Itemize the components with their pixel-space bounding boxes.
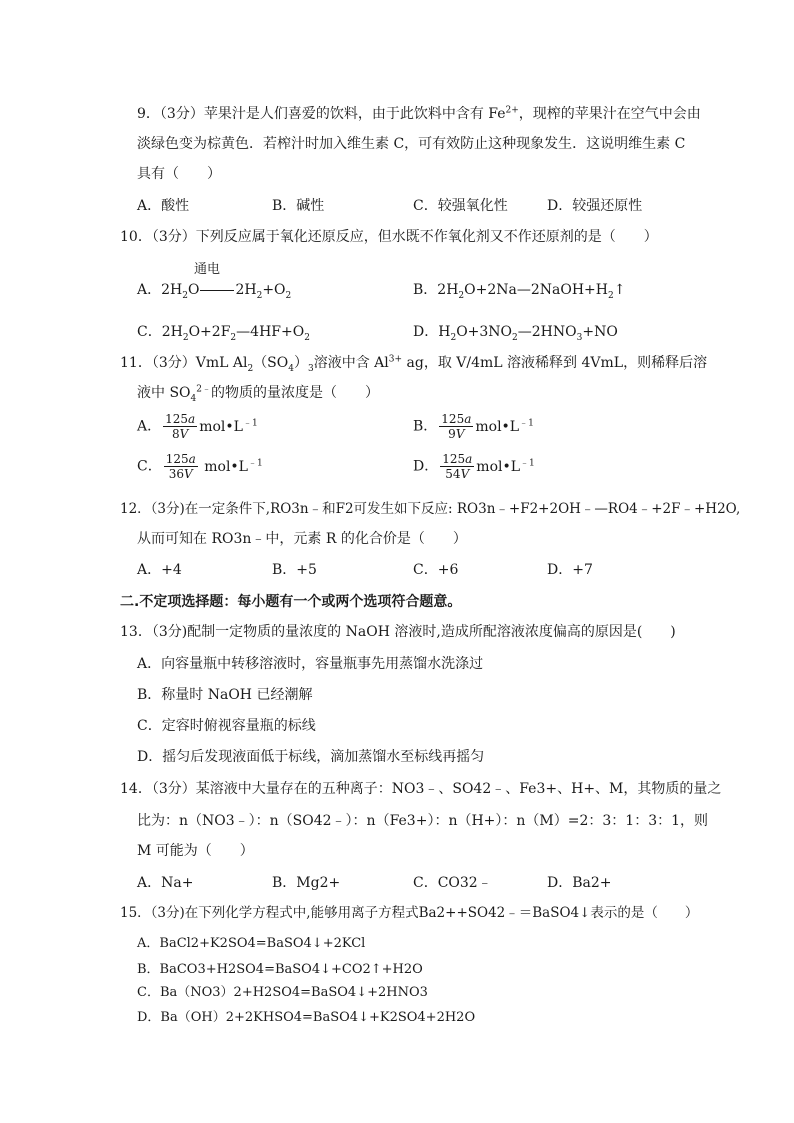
q9-line1: 9．（3分）苹果汁是人们喜爱的饮料，由于此饮料中含有 $Fe^{2+}$，现榨的苹果汁在空气中会由 bbox=[137, 105, 701, 122]
q14-option-d: D．Ba2+ bbox=[547, 875, 612, 891]
q13-option-b: B．称量时 NaOH 已经潮解 bbox=[137, 687, 313, 703]
q14-option-c: C．CO32﹣ bbox=[413, 875, 492, 891]
q15-option-a: A．BaCl2+K2SO4=BaSO4↓+2KCl bbox=[137, 936, 366, 951]
q13-option-d: D．摇匀后发现液面低于标线，滴加蒸馏水至标线再摇匀 bbox=[137, 749, 485, 765]
section-heading: 二.不定项选择题：每小题有一个或两个选项符合题意。 bbox=[120, 594, 462, 610]
q12-option-b: B．+5 bbox=[272, 562, 317, 578]
q14-line2: 比为：n（NO3﹣）：n（SO42﹣）：n（Fe3+）：n（H+）：n（M）=2：3：1：3：1，则 bbox=[137, 813, 709, 829]
q14-line3: M 可能为（ ） bbox=[137, 843, 254, 859]
q15-option-d: D．Ba（OH）2+2KHSO4=BaSO4↓+K2SO4+2H2O bbox=[137, 1010, 476, 1025]
q9-line3: 具有（ ） bbox=[137, 166, 221, 182]
q9-option-b: B．碱性 bbox=[272, 198, 325, 214]
q11-line2: 液中 $SO_4^{2﹣}$的物质的量浓度是（ ） bbox=[137, 384, 379, 404]
q12-option-a: A．+4 bbox=[137, 562, 182, 578]
q13-option-a: A．向容量瓶中转移溶液时，容量瓶事先用蒸馏水洗涤过 bbox=[137, 656, 484, 672]
q11-option-d: D． $\frac{125a}{54V}$ $mol•L^{﹣1}$ bbox=[413, 452, 535, 481]
q10-condition: 通电 bbox=[194, 262, 221, 277]
q10-option-a: A．$2H_2O$ $2H_2+O_2$ bbox=[137, 282, 292, 301]
q15-stem: 15．（3分)在下列化学方程式中,能够用离子方程式Ba2++SO42﹣＝BaSO4↓表示的是（ ） bbox=[120, 905, 699, 921]
q12-option-d: D．+7 bbox=[547, 562, 593, 578]
q11-line1: 11．（3分）VmL $Al_2(SO_4)_3$溶液中含 $Al^{3+}$ ag，取 V/4mL 溶液稀释到 4VmL，则稀释后溶 bbox=[120, 354, 708, 374]
q15-option-c: C．Ba（NO3）2+H2SO4=BaSO4↓+2HNO3 bbox=[137, 985, 428, 1000]
q11-option-b: B． $\frac{125a}{9V}$ $mol•L^{﹣1}$ bbox=[413, 412, 534, 441]
q12-line1: 12．（3分)在一定条件下,RO3n﹣和F2可发生如下反应: RO3n﹣+F2+2OH﹣—RO4﹣+2F﹣+H2O, bbox=[120, 501, 741, 517]
q10-option-d: D．$H_2O+3NO_2—2HNO_3+NO$ bbox=[413, 324, 618, 343]
q10-option-b: B．$2H_2O+2Na—2NaOH+H_2↑$ bbox=[413, 282, 626, 301]
q10-stem: 10．（3分）下列反应属于氧化还原反应，但水既不作氧化剂又不作还原剂的是（ ） bbox=[120, 229, 658, 245]
q9-option-c: C．较强氧化性 bbox=[413, 198, 508, 214]
q14-line1: 14．（3分）某溶液中大量存在的五种离子：NO3﹣、SO42﹣、Fe3+、H+、M，其物质的量之 bbox=[120, 781, 722, 797]
q12-line2: 从而可知在 RO3n﹣中，元素 R 的化合价是（ ） bbox=[137, 531, 467, 547]
q14-option-b: B．Mg2+ bbox=[272, 875, 341, 891]
q11-option-c: C． $\frac{125a}{36V}$ $mol•L^{﹣1}$ bbox=[137, 452, 263, 481]
q10-option-c: C．$2H_2O+2F_2—4HF+O_2$ bbox=[137, 324, 310, 343]
q15-option-b: B．BaCO3+H2SO4=BaSO4↓+CO2↑+H2O bbox=[137, 962, 423, 977]
q9-line2: 淡绿色变为棕黄色．若榨汁时加入维生素 C，可有效防止这种现象发生．这说明维生素 C bbox=[137, 136, 686, 152]
q14-option-a: A．Na+ bbox=[137, 875, 194, 891]
q13-stem: 13．（3分)配制一定物质的量浓度的 NaOH 溶液时,造成所配溶液浓度偏高的原因是( ) bbox=[120, 624, 676, 640]
q9-option-a: A．酸性 bbox=[137, 198, 190, 214]
q9-option-d: D．较强还原性 bbox=[547, 198, 643, 214]
q13-option-c: C．定容时俯视容量瓶的标线 bbox=[137, 718, 316, 734]
q12-option-c: C．+6 bbox=[413, 562, 459, 578]
q11-option-a: A． $\frac{125a}{8V}$ $mol•L^{﹣1}$ bbox=[137, 412, 258, 441]
